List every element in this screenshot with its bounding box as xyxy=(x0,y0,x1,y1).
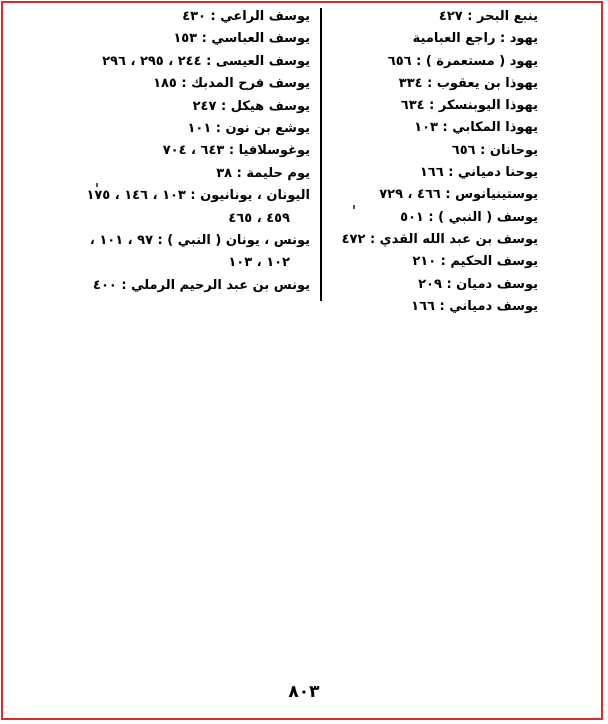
scan-speck xyxy=(96,183,98,187)
index-entry: يوسف الراعي : ٤٣٠ xyxy=(182,9,310,24)
index-entry: يوم حليمة : ٣٨ xyxy=(216,165,310,181)
index-entry: يهوذا بن يعقوب : ٣٣٤ xyxy=(398,75,538,91)
index-column-left xyxy=(86,6,310,297)
index-entry: يوحانان : ٦٥٦ xyxy=(451,142,538,158)
scan-speck xyxy=(353,205,355,209)
index-entry: يهوذا اليوبنسكر : ٦٣٤ xyxy=(400,98,538,114)
index-entry: يوشع بن نون : ١٠١ xyxy=(187,120,310,136)
index-column-right xyxy=(318,6,538,318)
index-entry: يوسف هيكل : ٢٤٧ xyxy=(192,98,310,114)
column-divider xyxy=(320,8,322,301)
index-entry: اليونان ، يونانيون : ١٠٣ ، ١٤٦ ، ١٧٥ xyxy=(86,188,310,204)
index-entry: يوسف العيسى : ٢٤٤ ، ٢٩٥ ، ٢٩٦ xyxy=(102,53,310,69)
index-entry-continuation: ٤٥٩ ، ٤٦٥ xyxy=(228,210,290,226)
index-entry: يوسف العباسي : ١٥٣ xyxy=(173,31,310,47)
index-entry: يونس بن عبد الرحيم الرملي : ٤٠٠ xyxy=(93,277,310,293)
index-entry: يوسف بن عبد الله القدي : ٤٧٢ xyxy=(341,231,538,247)
index-entry-continuation: ١٠٢ ، ١٠٣ xyxy=(228,255,290,271)
index-entry: يوسف ( النبي ) : ٥٠١ xyxy=(400,209,538,225)
index-entry: يوغوسلافيا : ٦٤٣ ، ٧٠٤ xyxy=(162,143,310,159)
index-entry: يونس ، يونان ( النبي ) : ٩٧ ، ١٠١ ، xyxy=(89,232,310,248)
page-number: ٨٠٣ xyxy=(288,682,320,702)
index-entry: يوحنا دمياني : ١٦٦ xyxy=(419,165,538,181)
index-entry: يهود : راجع العبامية xyxy=(412,31,538,47)
index-entry: يوسف دميان : ٢٠٩ xyxy=(418,276,538,292)
index-entry: يوسف فرح المدبك : ١٨٥ xyxy=(153,76,310,92)
index-entry: يوستينيانوس : ٤٦٦ ، ٧٢٩ xyxy=(379,187,538,203)
index-entry: يهوذا المكابي : ١٠٣ xyxy=(414,120,538,136)
index-entry: يوسف الحكيم : ٢١٠ xyxy=(412,254,538,270)
index-entry: يوسف دمياني : ١٦٦ xyxy=(411,298,538,314)
index-entry: ينبع البحر : ٤٢٧ xyxy=(438,9,538,24)
index-entry: يهود ( مستعمرة ) : ٦٥٦ xyxy=(387,53,538,69)
